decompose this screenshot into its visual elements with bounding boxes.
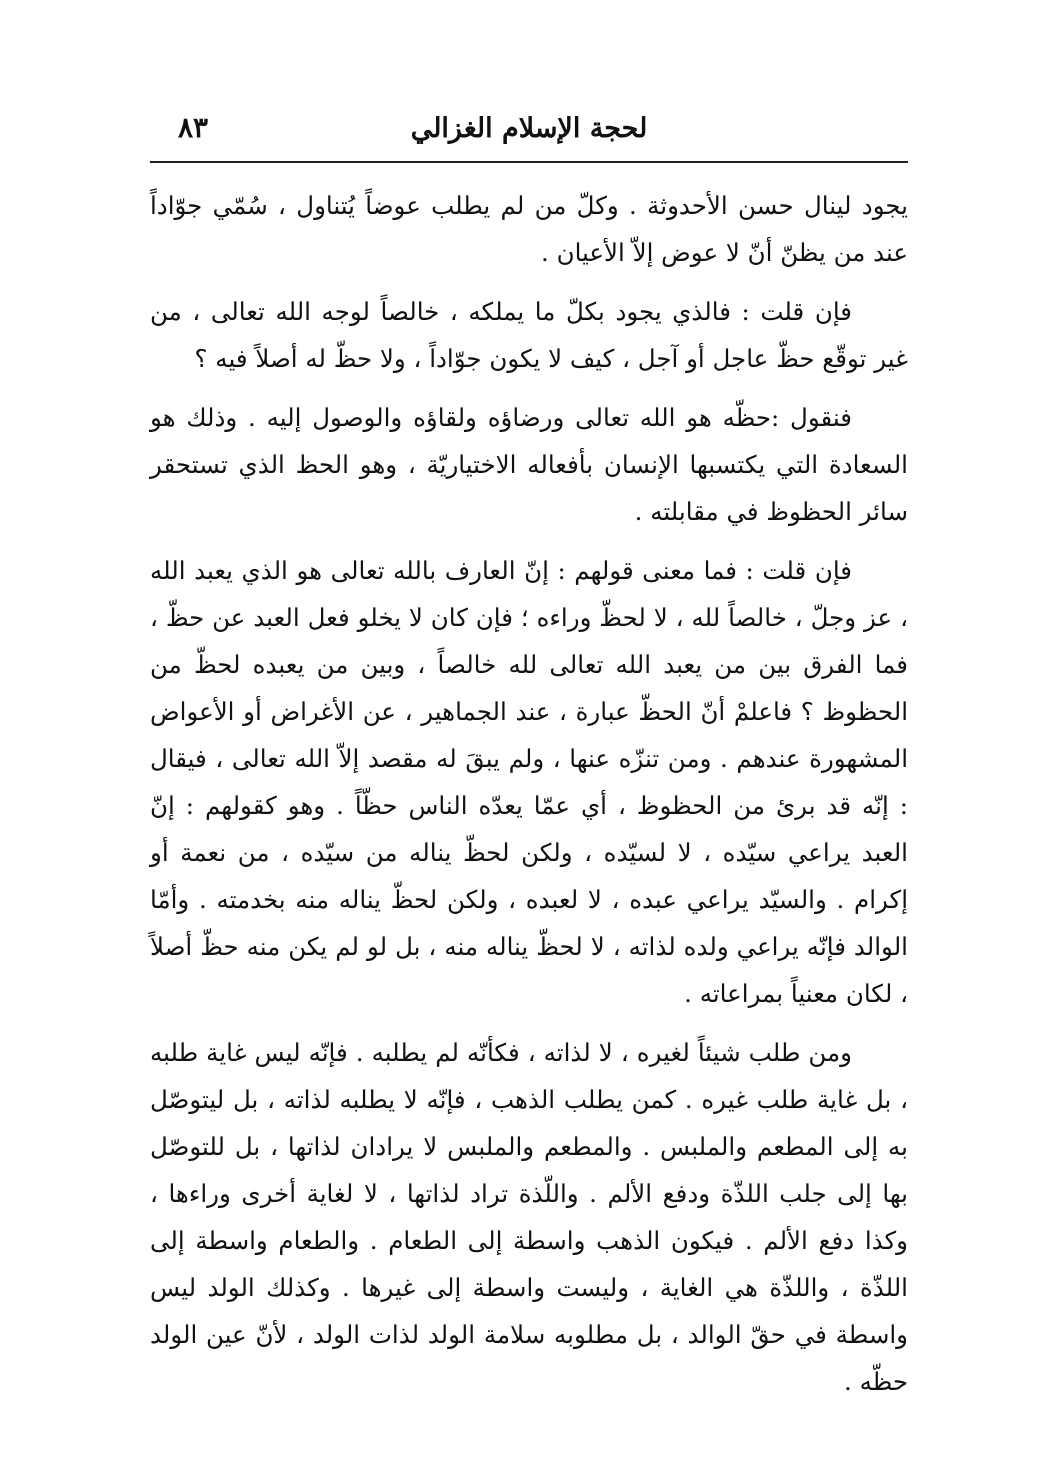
paragraph-5: ومن طلب شيئاً لغيره ، لا لذاته ، فكأنّه لم يطلبه . فإنّه ليس غاية طلبه ، بل غاية طلب غيره . كمن يطلب الذهب ، فإنّه لا يطلبه لذاته ، بل ليتوصّل به إلى المطعم والملبس . والمطعم والملبس لا يرادان لذاتها ، بل للتوصّل بها إلى جلب اللذّة ودفع الألم . واللّذة تراد لذاتها ، لا لغاية أخرى وراءها ، وكذا دفع الألم . فيكون الذهب واسطة إلى الطعام . والطعام واسطة إلى اللذّة ، واللذّة هي الغاية ، وليست واسطة إلى غيرها . وكذلك الولد ليس واسطة في حقّ الوالد ، بل مطلوبه سلامة الولد لذات الولد ، لأنّ عين الولد حظّه . xyxy=(150,1038,908,1396)
running-title: لحجة الإسلام الغزالي xyxy=(410,113,648,144)
paragraph-2: فإن قلت : فالذي يجود بكلّ ما يملكه ، خالصاً لوجه الله تعالى ، من غير توقّع حظّ عاجل أو آجل ، كيف لا يكون جوّاداً ، ولا حظّ له أصلاً فيه ؟ xyxy=(150,297,908,373)
page-number: ٨٣ xyxy=(178,111,209,144)
page-header xyxy=(150,105,908,163)
paragraph-3: فنقول :حظّه هو الله تعالى ورضاؤه ولقاؤه والوصول إليه . وذلك هو السعادة التي يكتسبها الإنسان بأفعاله الاختياريّة ، وهو الحظ الذي تستحقر سائر الحظوظ في مقابلته . xyxy=(150,403,908,526)
paragraph-4: فإن قلت : فما معنى قولهم : إنّ العارف بالله تعالى هو الذي يعبد الله ، عز وجلّ ، خالصاً لله ، لا لحظّ وراءه ؛ فإن كان لا يخلو فعل العبد عن حظّ ، فما الفرق بين من يعبد الله تعالى لله خالصاً ، وبين من يعبده لحظّ من الحظوظ ؟ فاعلمْ أنّ الحظّ عبارة ، عند الجماهير ، عن الأغراض أو الأعواض المشهورة عندهم . ومن تنزّه عنها ، ولم يبقَ له مقصد إلاّ الله تعالى ، فيقال : إنّه قد برئ من الحظوظ ، أي عمّا يعدّه الناس حظّاً . وهو كقولهم : إنّ العبد يراعي سيّده ، لا لسيّده ، ولكن لحظّ يناله من سيّده ، من نعمة أو إكرام . والسيّد يراعي عبده ، لا لعبده ، ولكن لحظّ يناله منه بخدمته . وأمّا الوالد فإنّه يراعي ولده لذاته ، لا لحظّ يناله منه ، بل لو لم يكن منه حظّ أصلاً ، لكان معنياً بمراعاته . xyxy=(150,556,908,1008)
paragraph-1: يجود لينال حسن الأحدوثة . وكلّ من لم يطلب عوضاً يُتناول ، سُمّي جوّاداً عند من يظنّ أنّ لا عوض إلاّ الأعيان . xyxy=(150,191,908,267)
body-text xyxy=(150,182,908,1417)
